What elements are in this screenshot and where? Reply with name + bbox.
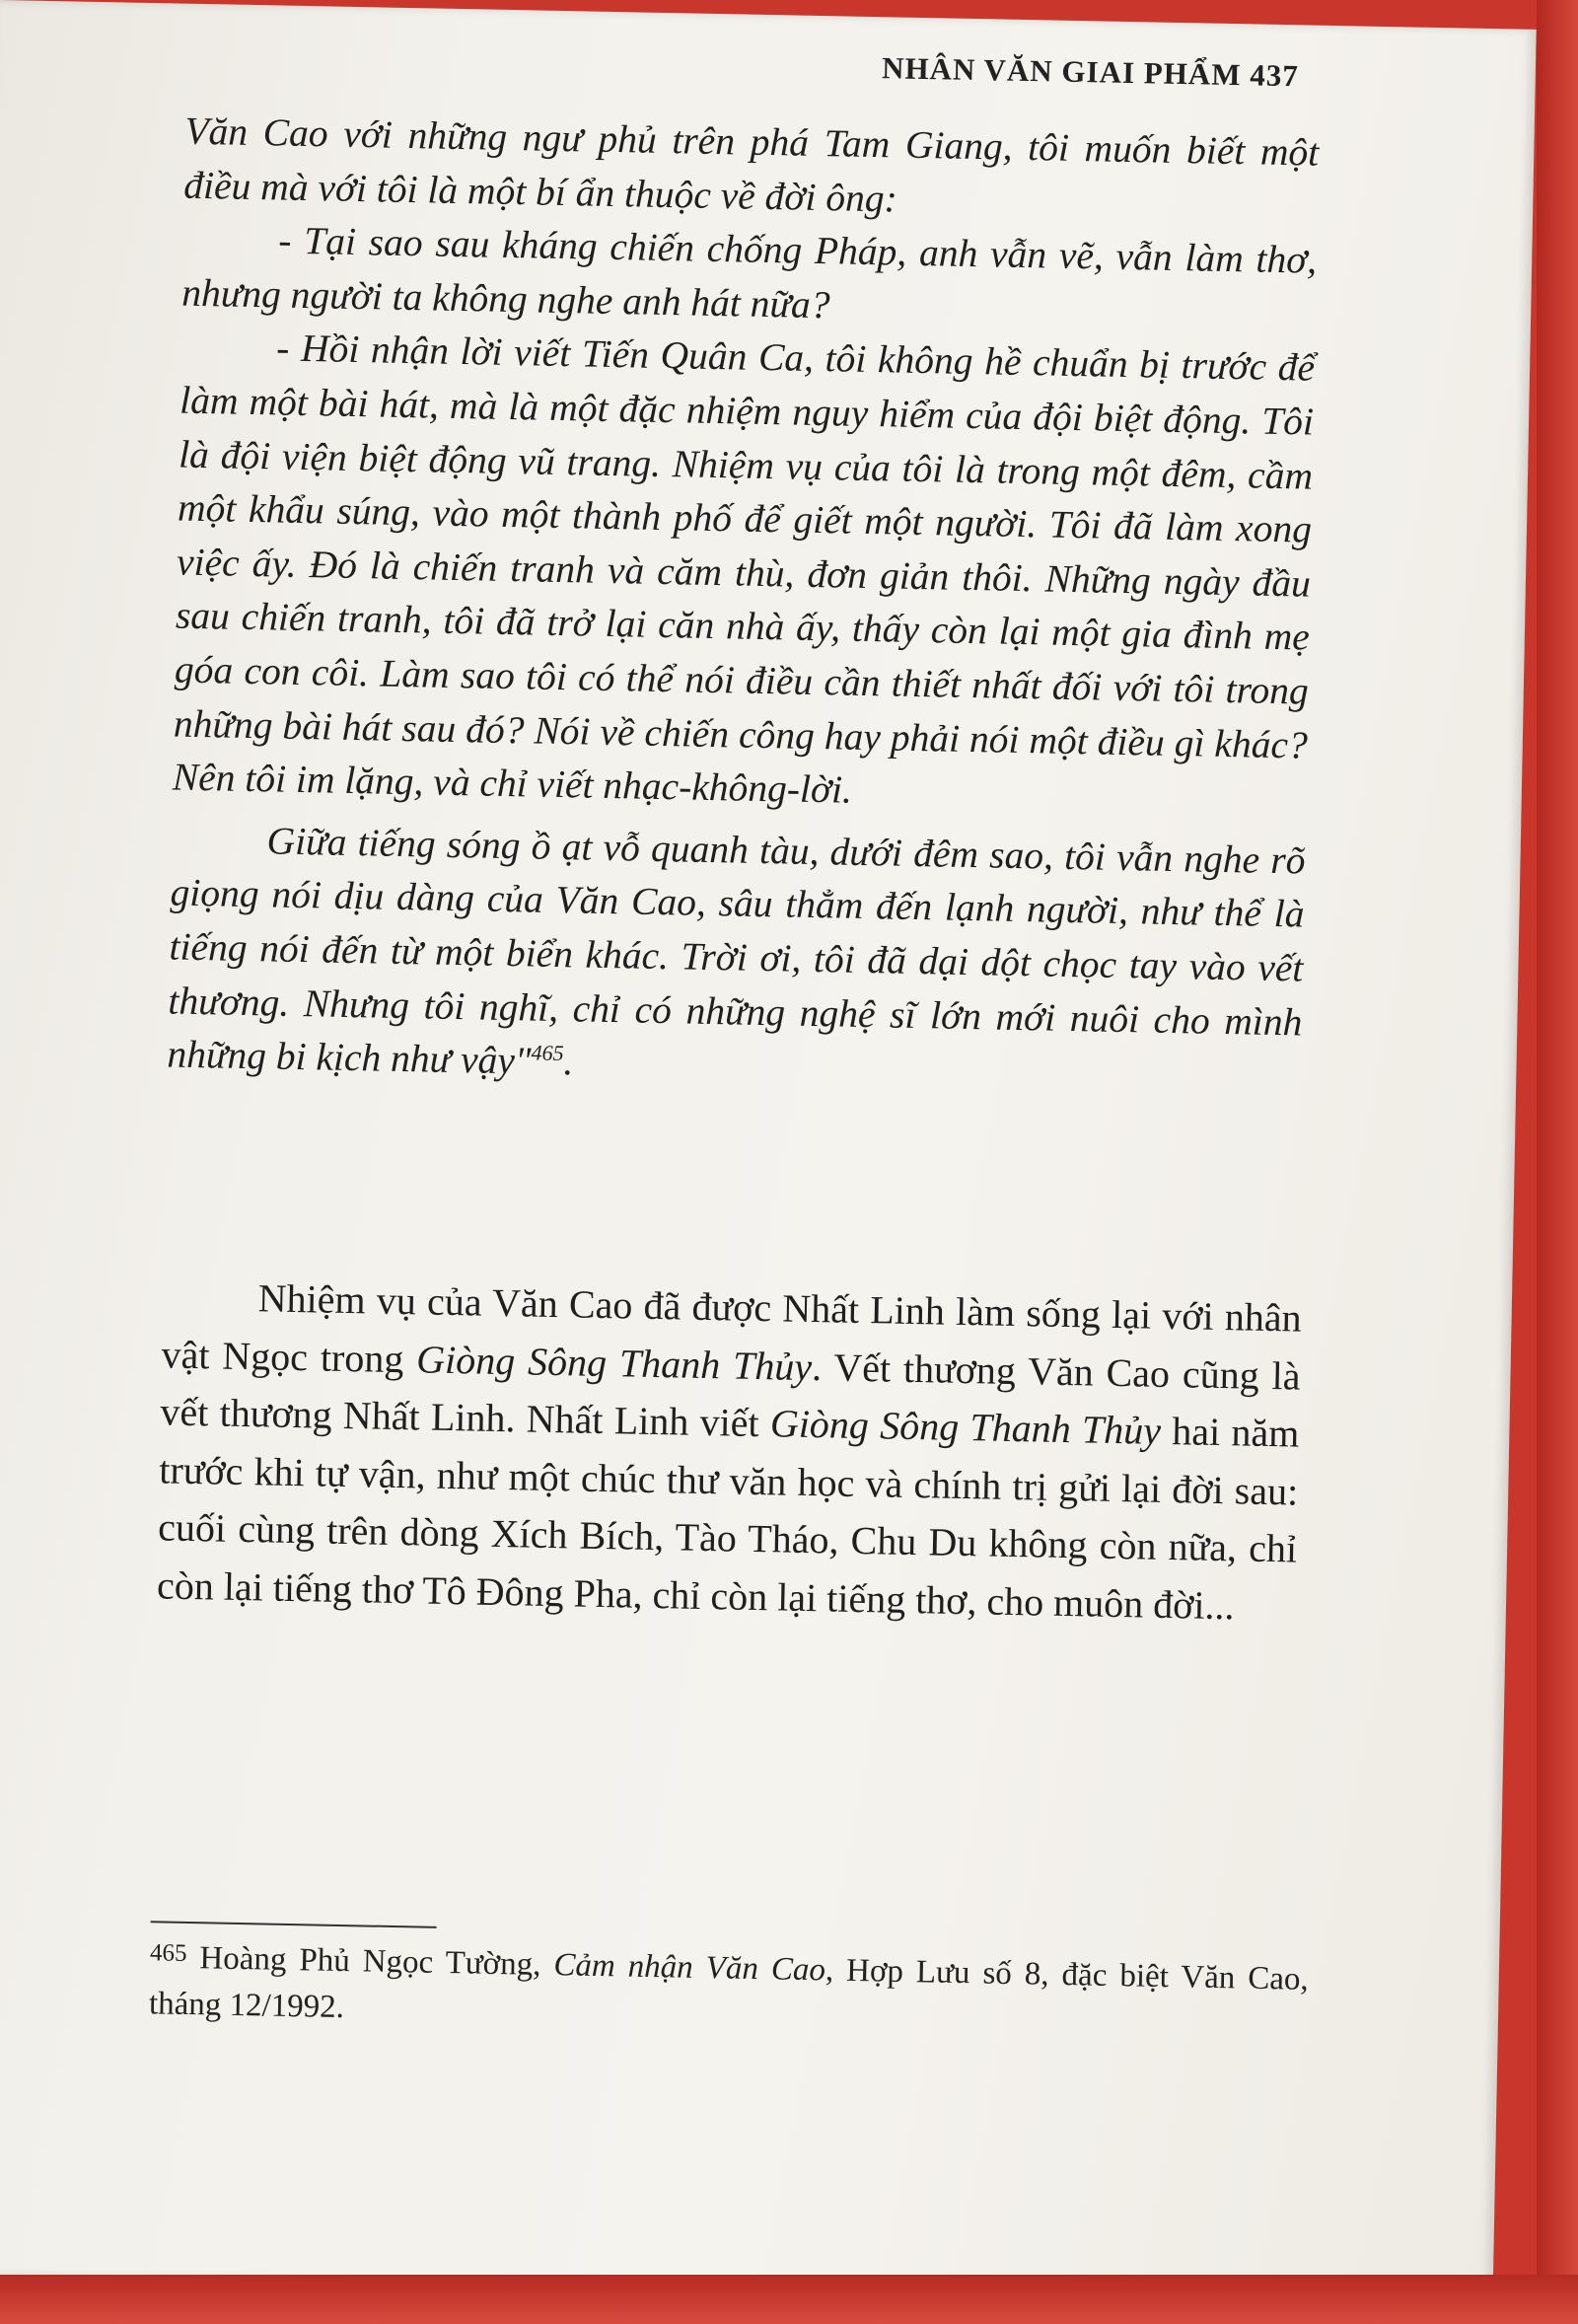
footnote-number: 465 xyxy=(149,1939,187,1968)
footnote-title: Cảm nhận Văn Cao xyxy=(553,1947,826,1989)
body-text-c: hai năm trước khi tự vận, như một chúc thư văn học và chính trị gửi lại đời sau: cuối cùng trên dòng Xích Bích, Tào Tháo, Chu Du không còn nữa, chỉ còn lại tiếng thơ Tô Đông Pha, chỉ còn lại tiếng thơ, cho muôn đời... xyxy=(156,1408,1300,1628)
book-title-2: Giòng Sông Thanh Thủy xyxy=(769,1401,1162,1453)
footnote-text-b: , Hợp Lưu số 8, đặc biệt Văn Cao, tháng 12/1992. xyxy=(148,1952,1310,2026)
quote-paragraph-3: - Hồi nhận lời viết Tiến Quân Ca, tôi không hề chuẩn bị trước để làm một bài hát, mà là một đặc nhiệm nguy hiểm của đội biệt động. Tôi là đội viện biệt động vũ trang. Nhiệm vụ của tôi là trong một đêm, cầm một khẩu súng, vào một thành phố để giết một người. Tôi đã làm xong việc ấy. Đó là chiến tranh và căm thù, đơn giản thôi. Những ngày đầu sau chiến tranh, tôi đã trở lại căn nhà ấy, thấy còn lại một gia đình mẹ góa con côi. Làm sao tôi có thể nói điều cần thiết nhất đối với tôi trong những bài hát sau đó? Nói về chiến công hay phải nói một điều gì khác? Nên tôi im lặng, và chỉ viết nhạc-không-lời. xyxy=(172,326,1316,812)
body-paragraph xyxy=(157,1268,1303,1635)
quote-paragraph-4 xyxy=(167,812,1306,1103)
body-text-a: Nhiệm vụ của Văn Cao đã được Nhất Linh làm sống lại với nhân vật Ngọc trong xyxy=(161,1275,1303,1381)
footnote-text-a: Hoàng Phủ Ngọc Tường, xyxy=(186,1940,554,1984)
book-title-1: Giòng Sông Thanh Thủy xyxy=(415,1336,813,1389)
running-head: NHÂN VĂN GIAI PHẨM 437 xyxy=(881,50,1300,94)
body-text xyxy=(157,1268,1303,1635)
quote-paragraph-4-text: Giữa tiếng sóng ồ ạt vỗ quanh tàu, dưới đêm sao, tôi vẫn nghe rõ giọng nói dịu dàng của Văn Cao, sâu thẳm đến lạnh người, như thể là tiếng nói đến từ một biển khác. Trời ơi, tôi đã dại dột chọc tay vào vết thương. Nhưng tôi nghĩ, chỉ có những nghệ sĩ lớn mới nuôi cho mình những bi kịch như vậy" xyxy=(167,819,1306,1083)
footnote xyxy=(149,1934,1310,2050)
body-text-b: . Vết thương Văn Cao cũng là vết thương Nhất Linh. Nhất Linh viết xyxy=(160,1344,1301,1446)
book-cover-edge-bottom xyxy=(0,2275,1578,2324)
footnote-divider xyxy=(151,1921,437,1928)
quote-paragraph-2: - Tại sao sau kháng chiến chống Pháp, anh vẫn vẽ, vẫn làm thơ, nhưng người ta không nghe anh hát nữa? xyxy=(180,218,1318,327)
quoted-passage xyxy=(167,105,1320,1104)
quote-paragraph-4-end: . xyxy=(563,1040,574,1084)
book-cover-edge-right xyxy=(1537,0,1578,2324)
footnote-reference: 465 xyxy=(531,1040,564,1066)
quote-paragraph-1: Văn Cao với những ngư phủ trên phá Tam Giang, tôi muốn biết một điều mà với tôi là một bí ẩn thuộc về đời ông: xyxy=(183,109,1320,221)
